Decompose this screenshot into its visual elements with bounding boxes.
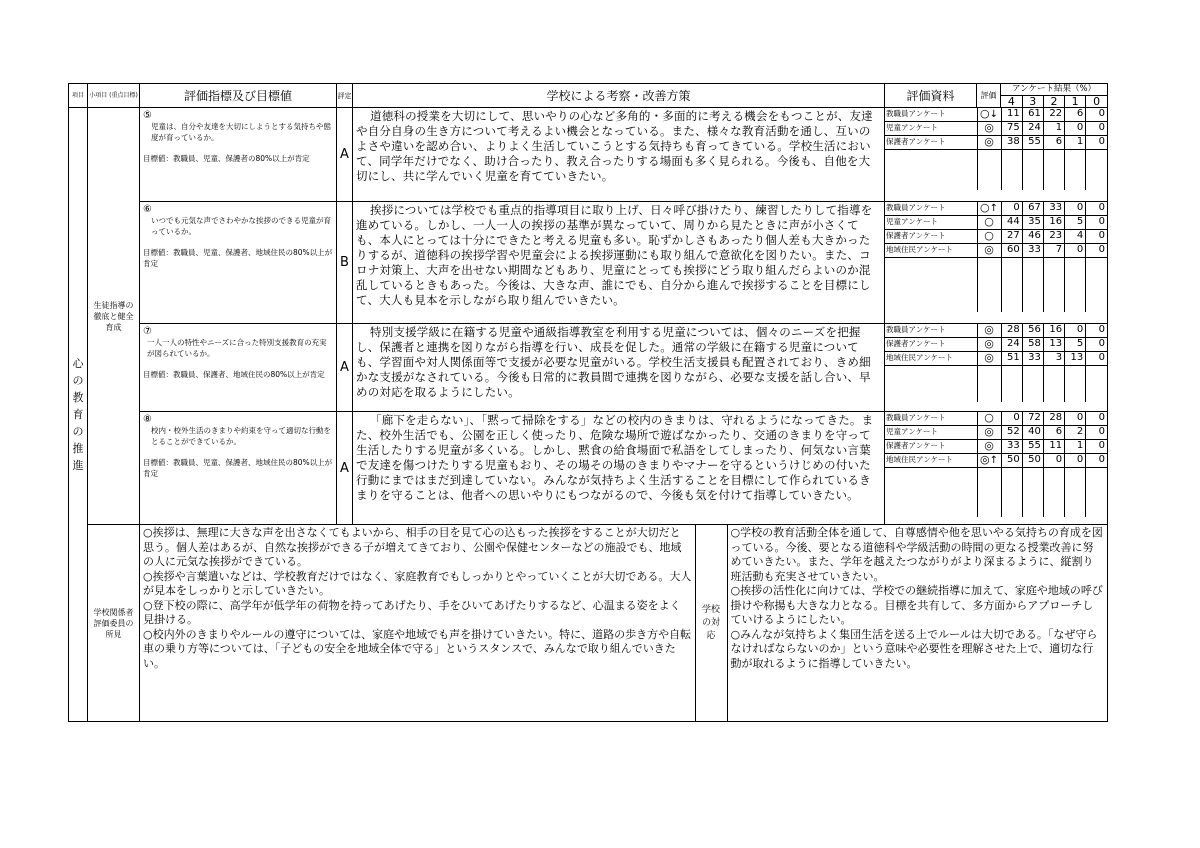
eval-mark: ◎ [984, 135, 994, 148]
survey-value: 33 [1043, 202, 1064, 216]
survey-cell [885, 412, 1108, 525]
survey-row [885, 324, 1107, 338]
survey-value: 51 [1001, 352, 1022, 366]
survey-value: 0 [1086, 136, 1107, 150]
survey-value: 33 [1022, 244, 1043, 258]
survey-value: 55 [1022, 136, 1043, 150]
survey-source: 保護者アンケート [885, 338, 977, 352]
indicator-description: 児童は、自分や友達を大切にしようとする気持ちや態度が育っているか。 [151, 122, 331, 142]
survey-row [885, 202, 1107, 216]
survey-value: 0 [1065, 122, 1086, 136]
survey-value: 67 [1022, 202, 1043, 216]
survey-eval [977, 122, 1001, 136]
survey-value: 0 [1001, 202, 1022, 216]
evaluation-table [68, 83, 1108, 722]
eval-mark: ○ [980, 202, 990, 214]
eval-mark: ○ [980, 108, 990, 120]
survey-value: 13 [1043, 338, 1064, 352]
header-survey-title: アンケート結果（%） [1001, 84, 1107, 96]
survey-row [885, 216, 1107, 230]
response-label-cell [695, 525, 727, 721]
grade-cell: A [337, 324, 353, 412]
survey-cell [885, 108, 1108, 202]
survey-value: 23 [1043, 230, 1064, 244]
survey-table [885, 202, 1107, 312]
survey-value: 0 [1086, 244, 1107, 258]
survey-value: 22 [1043, 108, 1064, 122]
survey-value: 0 [1086, 426, 1107, 440]
survey-value: 4 [1065, 230, 1086, 244]
survey-value: 0 [1065, 324, 1086, 338]
indicator-row [69, 108, 1108, 202]
pct-level: 0 [1086, 96, 1107, 107]
survey-eval [977, 440, 1001, 454]
survey-source: 保護者アンケート [885, 136, 977, 150]
survey-value: 50 [1022, 454, 1043, 468]
survey-source: 地域住民アンケート [885, 454, 977, 468]
header-resource: 評価資料 [885, 84, 977, 108]
survey-source: 教職員アンケート [885, 324, 977, 338]
committee-inner [140, 525, 1107, 721]
eval-mark: ○ [984, 229, 994, 242]
survey-value: 28 [1001, 324, 1022, 338]
header-pct-levels [1001, 96, 1107, 107]
survey-value: 0 [1065, 244, 1086, 258]
survey-value: 0 [1086, 440, 1107, 454]
opinion-paragraph: ○登下校の際に、高学年が低学年の荷物を持ってあげたり、手をひいてあげたりするなど、心温まる姿をよく見掛ける。 [143, 598, 681, 626]
survey-eval [977, 454, 1001, 468]
eval-mark: ◎ [984, 121, 994, 134]
survey-source: 保護者アンケート [885, 440, 977, 454]
survey-value: 33 [1001, 440, 1022, 454]
grade-cell: A [337, 412, 353, 525]
survey-value: 0 [1086, 352, 1107, 366]
analysis-cell [353, 108, 885, 202]
trend-arrow-icon: ↑ [989, 203, 998, 214]
survey-value: 38 [1001, 136, 1022, 150]
survey-eval [977, 324, 1001, 338]
survey-row [885, 136, 1107, 150]
survey-value: 0 [1065, 454, 1086, 468]
survey-value: 11 [1043, 440, 1064, 454]
survey-value: 75 [1001, 122, 1022, 136]
survey-source: 児童アンケート [885, 216, 977, 230]
survey-value: 2 [1065, 426, 1086, 440]
survey-value: 1 [1043, 122, 1064, 136]
header-eval: 評価 [977, 84, 1001, 108]
item-label: 心の教育の推進 [72, 357, 84, 472]
survey-value: 24 [1001, 338, 1022, 352]
indicator-row [69, 324, 1108, 412]
survey-value: 46 [1022, 230, 1043, 244]
survey-value: 11 [1001, 108, 1022, 122]
eval-mark: ○ [984, 412, 994, 424]
survey-table [885, 324, 1107, 402]
response-paragraph: ○みんなが気持ちよく集団生活を送る上でルールは大切である。「なぜ守らなければならないのか」という意味や必要性を理解させた上で、適切な行動が取れるように指導していきたい。 [730, 627, 1098, 670]
eval-mark: ◎ [980, 453, 990, 466]
survey-source: 教職員アンケート [885, 412, 977, 426]
survey-value: 6 [1043, 136, 1064, 150]
header-item: 項目 [69, 84, 88, 108]
survey-value: 0 [1086, 202, 1107, 216]
survey-source: 地域住民アンケート [885, 244, 977, 258]
eval-mark: ◎ [984, 439, 994, 452]
survey-eval [977, 352, 1001, 366]
analysis-cell [353, 324, 885, 412]
header-analysis: 学校による考察・改善方策 [353, 84, 885, 108]
indicator-cell [140, 412, 337, 525]
survey-value: 7 [1043, 244, 1064, 258]
indicator-target: 目標値：教職員、保護者、地域住民の80%以上が肯定 [143, 370, 325, 379]
header-subitem: 小項目 (重点目標) [88, 84, 140, 108]
survey-source: 児童アンケート [885, 426, 977, 440]
school-response [727, 525, 1107, 721]
survey-table [885, 108, 1107, 190]
committee-label: 学校関係者評価委員の所見 [93, 607, 134, 639]
analysis-cell [353, 202, 885, 324]
survey-value: 5 [1065, 216, 1086, 230]
survey-row [885, 338, 1107, 352]
indicator-number: ⑧ [143, 414, 152, 425]
indicator-row [69, 202, 1108, 324]
analysis-text: 「廊下を走らない」、「黙って掃除をする」などの校内のきまりは、守れるようになってきた。また、校外生活でも、公園を正しく使ったり、危険な場所で遊ばなかったり、交通のきまりを守って生活したりする児童が多くいる。しかし、黙食の給食場面で私語をしてしまったり、何気ない言葉で友達を傷つけたりする児童もおり、その場その場のきまりやマナーを守るというけじめの付いた行動にまではまだ到達していない。みんなが気持ちよく生活することを目標にして作られているきまりを守ることは、他者への思いやりにもつながるので、今後も気を付けて指導していきたい。 [356, 413, 874, 502]
eval-mark: ◎ [984, 425, 994, 438]
survey-value: 13 [1065, 352, 1086, 366]
survey-value: 16 [1043, 216, 1064, 230]
survey-value: 6 [1043, 426, 1064, 440]
survey-value: 5 [1065, 338, 1086, 352]
header-grade: 評定 [337, 84, 353, 108]
analysis-text: 挨拶については学校でも重点的指導項目に取り上げ、日々呼び掛けたり、練習したりして指導を進めている。しかし、一人一人の挨拶の基準が異なっていて、周りから見たときに声が小さくても、本人にとっては十分にできたと考える児童も多い。恥ずかしさもあったり個人差も大きかったりするが、道徳科の挨拶学習や児童会による挨拶運動にも取り組んで意欲化を図りたい。また、コロナ対策上、大声を出せない期間などもあり、児童にとっても挨拶にどう取り組んだらよいのか混乱しているときもあった。今後は、大きな声、誰にでも、自分から進んで挨拶することを目標にして、大人も見本を示しながら取り組んでいきたい。 [356, 203, 873, 307]
indicator-target: 目標値：教職員、児童、保護者の80%以上が肯定 [143, 154, 310, 163]
pct-level: 4 [1007, 95, 1015, 108]
indicator-description: 校内・校外生活のきまりや約束を守って適切な行動をとることができているか。 [151, 426, 331, 446]
survey-eval [977, 412, 1001, 426]
opinion-paragraph: ○挨拶は、無理に大きな声を出さなくてもよいから、相手の目を見て心の込もった挨拶をすることが大切だと思う。個人差はあるが、自然な挨拶ができる子が増えてきており、公園や保健センターなどの施設でも、地域の人に元気な挨拶ができている。 [143, 526, 682, 568]
survey-value: 33 [1022, 352, 1043, 366]
committee-opinion [140, 525, 695, 721]
eval-mark: ○ [984, 215, 994, 228]
survey-value: 61 [1022, 108, 1043, 122]
survey-eval [977, 426, 1001, 440]
survey-value: 0 [1086, 216, 1107, 230]
survey-value: 27 [1001, 230, 1022, 244]
survey-row [885, 454, 1107, 468]
survey-eval [977, 202, 1001, 216]
survey-row [885, 412, 1107, 426]
pct-level: 1 [1065, 96, 1086, 107]
survey-source: 教職員アンケート [885, 202, 977, 216]
survey-eval [977, 108, 1001, 122]
survey-value: 40 [1022, 426, 1043, 440]
survey-row [885, 230, 1107, 244]
opinion-paragraph: ○挨拶や言葉遣いなどは、学校教育だけではなく、家庭教育でもしっかりとやっていくことが大切である。大人が見本をしっかりと示していきたい。 [143, 569, 692, 597]
header-survey [1001, 84, 1108, 108]
committee-row [69, 525, 1108, 722]
survey-value: 0 [1086, 108, 1107, 122]
survey-value: 0 [1086, 454, 1107, 468]
survey-eval [977, 244, 1001, 258]
subitem-label: 生徒指導の徹底と健全育成 [93, 300, 134, 332]
eval-mark: ◎ [984, 351, 994, 364]
analysis-text: 特別支援学級に在籍する児童や通級指導教室を利用する児童については、個々のニーズを把握し、保護者と連携を図りながら指導を行い、成長を促した。通常の学級に在籍する児童についても、学習面や対人関係面等で支援が必要な児童がいる。学校生活支援員も配置されており、きめ細かな支援がなされている。今後も日常的に教員間で連携を図りながら、必要な支援を話し合い、早めの対応を取るようにしたい。 [356, 325, 871, 399]
survey-value: 44 [1001, 216, 1022, 230]
indicator-row [69, 412, 1108, 525]
indicator-number: ⑤ [143, 110, 152, 121]
survey-value: 0 [1043, 454, 1064, 468]
survey-value: 0 [1001, 412, 1022, 426]
item-cell [69, 108, 88, 722]
response-label: 学校の対応 [701, 604, 720, 641]
opinion-paragraph: ○校内外のきまりやルールの遵守については、家庭や地域でも声を掛けていきたい。特に、道路の歩き方や自転車の乗り方等については、「子どもの安全を地域全体で守る」というスタンスで、みんなで取り組んでいきたい。 [143, 627, 692, 670]
grade-cell: A [337, 108, 353, 202]
survey-row [885, 440, 1107, 454]
indicator-number: ⑦ [143, 326, 152, 337]
indicator-cell [140, 324, 337, 412]
committee-label-cell [88, 525, 140, 722]
survey-value: 55 [1022, 440, 1043, 454]
analysis-cell [353, 412, 885, 525]
subitem-cell [88, 108, 140, 525]
eval-mark: ◎ [984, 337, 994, 350]
pct-level: 2 [1043, 96, 1064, 107]
indicator-cell [140, 108, 337, 202]
survey-value: 52 [1001, 426, 1022, 440]
survey-value: 0 [1086, 324, 1107, 338]
survey-eval [977, 136, 1001, 150]
survey-table [885, 412, 1107, 517]
survey-source: 地域住民アンケート [885, 352, 977, 366]
analysis-text: 道徳科の授業を大切にして、思いやりの心など多角的・多面的に考える機会をもつことが、友達や自分自身の生き方について考えるよい機会となっている。また、様々な教育活動を通し、互いのよさや違いを認め合い、よりよく生活していこうとする気持ちも育ってきている。学校生活において、同学年だけでなく、助け合ったり、教え合ったりする場面も多く見られる。今後も、自他を大切にし、共に学んでいく児童を育てていきたい。 [356, 109, 873, 183]
pct-level: 3 [1022, 96, 1043, 107]
survey-value: 0 [1086, 412, 1107, 426]
survey-cell [885, 202, 1108, 324]
survey-value: 56 [1022, 324, 1043, 338]
survey-row [885, 108, 1107, 122]
survey-eval [977, 338, 1001, 352]
survey-row [885, 244, 1107, 258]
trend-arrow-icon: ↑ [989, 455, 998, 466]
survey-source: 保護者アンケート [885, 230, 977, 244]
survey-cell [885, 324, 1108, 412]
survey-source: 教職員アンケート [885, 108, 977, 122]
survey-value: 1 [1065, 136, 1086, 150]
survey-value: 28 [1043, 412, 1064, 426]
trend-arrow-icon: ↓ [989, 109, 998, 120]
survey-row [885, 122, 1107, 136]
survey-value: 3 [1043, 352, 1064, 366]
response-paragraph: ○学校の教育活動全体を通して、自尊感情や他を思いやる気持ちの育成を図っている。今後、要となる道徳科や学級活動の時間の更なる授業改善に努めていきたい。また、学年を越えたつながりがより深まるように、縦割り班活動も充実させていきたい。 [730, 526, 1103, 583]
survey-value: 16 [1043, 324, 1064, 338]
survey-value: 0 [1086, 122, 1107, 136]
indicator-cell [140, 202, 337, 324]
survey-value: 72 [1022, 412, 1043, 426]
survey-value: 50 [1001, 454, 1022, 468]
survey-value: 24 [1022, 122, 1043, 136]
survey-value: 35 [1022, 216, 1043, 230]
survey-value: 58 [1022, 338, 1043, 352]
indicator-target: 目標値：教職員、児童、保護者、地域住民の80%以上が肯定 [143, 248, 333, 268]
survey-eval [977, 216, 1001, 230]
survey-value: 0 [1065, 412, 1086, 426]
indicator-target: 目標値：教職員、児童、保護者、地域住民の80%以上が肯定 [143, 458, 333, 478]
grade-cell: B [337, 202, 353, 324]
header-indicator: 評価指標及び目標値 [140, 84, 337, 108]
survey-value: 60 [1001, 244, 1022, 258]
response-paragraph: ○挨拶の活性化に向けては、学校での継続指導に加えて、家庭や地域の呼び掛けや称揚も大きな力となる。目標を共有して、多方面からアプローチしていけるようにしたい。 [730, 584, 1103, 626]
indicator-number: ⑥ [143, 204, 152, 215]
committee-content [140, 525, 1108, 722]
survey-value: 1 [1065, 440, 1086, 454]
survey-row [885, 352, 1107, 366]
survey-eval [977, 230, 1001, 244]
survey-row [885, 426, 1107, 440]
eval-mark: ◎ [984, 324, 994, 336]
evaluation-sheet [68, 83, 1108, 722]
survey-value: 6 [1065, 108, 1086, 122]
survey-value: 0 [1086, 338, 1107, 352]
indicator-description: いつでも元気な声でさわやかな挨拶のできる児童が育っているか。 [151, 216, 331, 236]
header-row [69, 84, 1108, 108]
survey-value: 0 [1086, 230, 1107, 244]
indicator-description: 一人一人の特性やニーズに合った特別支援教育の充実が図られているか。 [147, 338, 327, 358]
survey-source: 児童アンケート [885, 122, 977, 136]
eval-mark: ◎ [984, 243, 994, 256]
survey-value: 0 [1065, 202, 1086, 216]
